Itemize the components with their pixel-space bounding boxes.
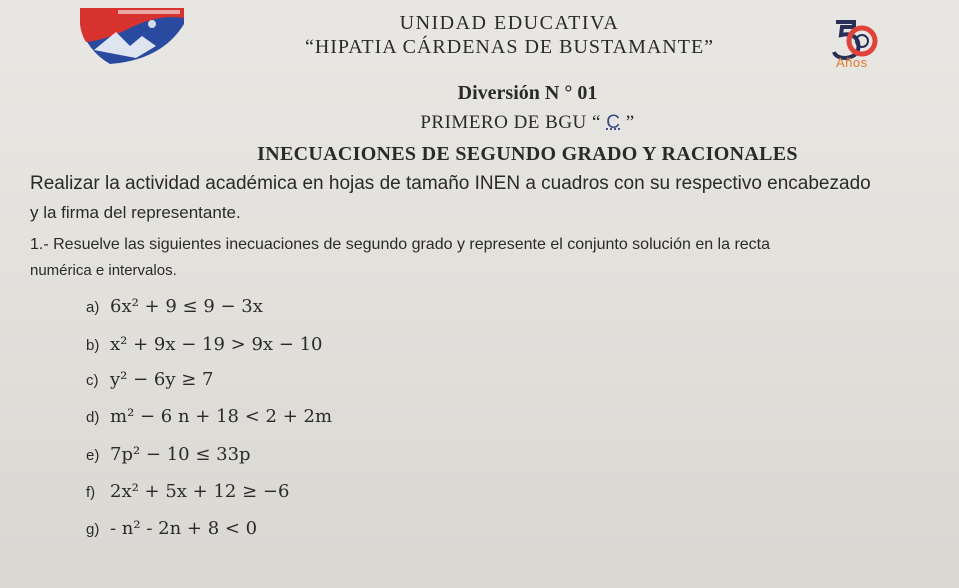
instruction-line2: y la firma del representante. — [30, 203, 241, 222]
exercise-expression: y² − 6y ≥ 7 — [110, 369, 214, 390]
institution-name-line1: UNIDAD EDUCATIVA — [399, 12, 620, 34]
exercise-label: a) — [86, 299, 100, 316]
exercise-expression: x² + 9x − 19 > 9x − 10 — [110, 334, 323, 355]
exercise-item — [86, 406, 332, 427]
exercise-expression: 6x² + 9 ≤ 9 − 3x — [110, 296, 263, 317]
exercise-item — [86, 481, 289, 502]
exercise-label: b) — [86, 337, 100, 354]
course-suffix: ” — [620, 112, 635, 133]
exercise-item — [86, 334, 322, 355]
anniversary-label: Años — [836, 55, 868, 70]
exercise-item — [86, 296, 263, 317]
instruction-line1: Realizar la actividad académica en hojas de tamaño INEN a cuadros con su respectivo encabezado — [30, 173, 871, 194]
question1-line2: numérica e intervalos. — [30, 262, 177, 279]
exercise-label: e) — [86, 447, 100, 464]
question1-line1: 1.- Resuelve las siguientes inecuaciones de segundo grado y represente el conjunto solución en la recta — [30, 236, 771, 253]
exercise-label: f) — [86, 484, 96, 501]
exercise-item — [86, 444, 251, 465]
exercise-expression: 2x² + 5x + 12 ≥ −6 — [110, 481, 290, 502]
exercise-expression: 7p² − 10 ≤ 33p — [110, 444, 251, 465]
exercise-item — [86, 518, 257, 539]
exercise-label: c) — [86, 372, 99, 389]
course-line — [48, 112, 959, 134]
exercise-expression: - n² - 2n + 8 < 0 — [110, 518, 258, 539]
exercise-item — [86, 369, 214, 390]
diversion-number: Diversión N ° 01 — [457, 82, 598, 104]
course-prefix: PRIMERO DE BGU “ — [420, 112, 607, 133]
topic-title: INECUACIONES DE SEGUNDO GRADO Y RACIONALES — [257, 143, 798, 165]
institution-name-line2: “HIPATIA CÁRDENAS DE BUSTAMANTE” — [304, 36, 715, 58]
exercise-label: g) — [86, 521, 100, 538]
exercise-expression: m² − 6 n + 18 < 2 + 2m — [110, 406, 333, 427]
course-letter: C — [606, 112, 621, 133]
exercise-label: d) — [86, 409, 100, 426]
